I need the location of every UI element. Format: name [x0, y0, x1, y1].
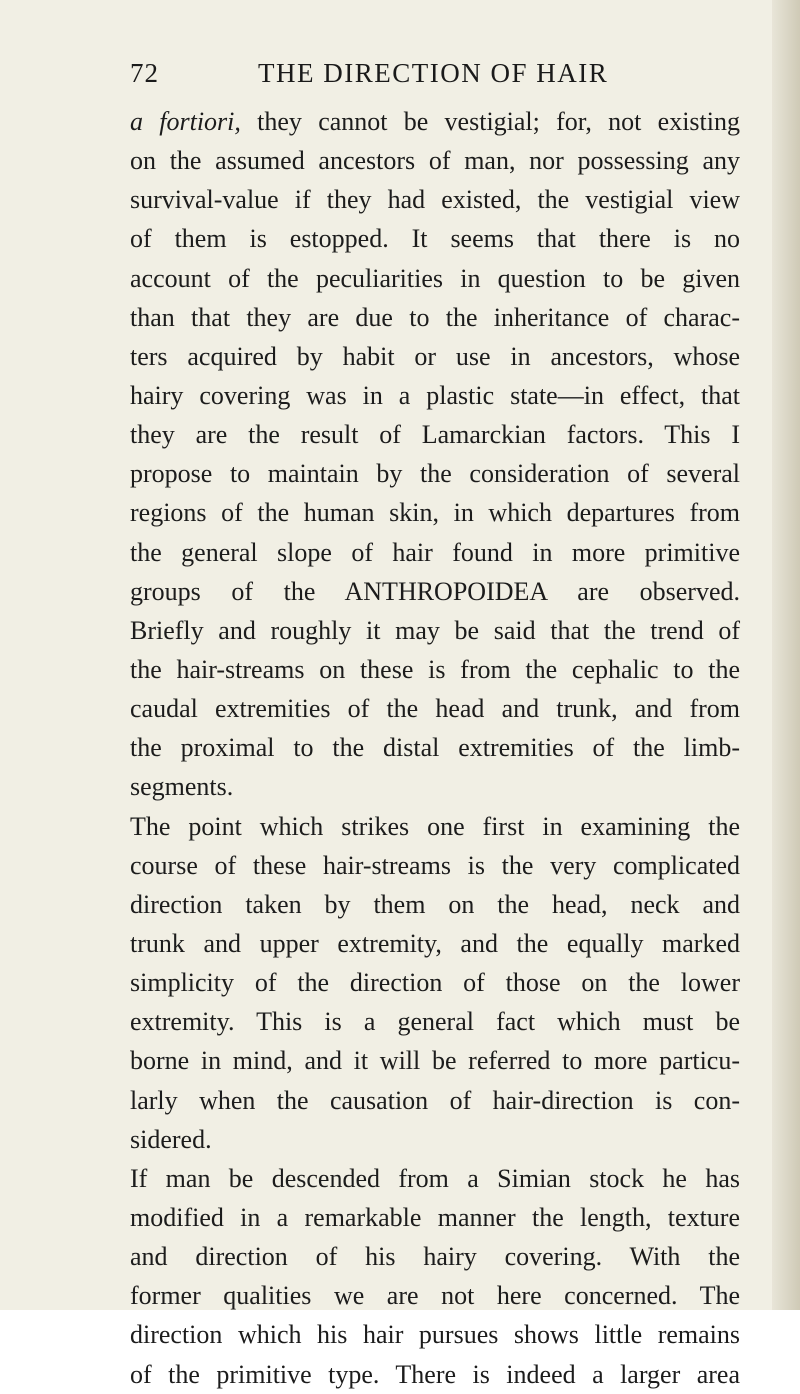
text-line	[130, 572, 740, 611]
text-line	[130, 493, 740, 532]
line-text: groups of the ANTHROPOIDEA are observed.	[130, 576, 740, 606]
line-text: former qualities we are not here concerned. The	[130, 1281, 740, 1311]
line-text: trunk and upper extremity, and the equally marked	[130, 928, 740, 958]
text-line	[130, 141, 740, 180]
line-text: direction which his hair pursues shows little remains	[130, 1320, 740, 1350]
text-line	[130, 102, 740, 141]
line-text: Briefly and roughly it may be said that the trend of	[130, 615, 740, 645]
line-text: segments.	[130, 772, 234, 802]
text-line	[130, 963, 740, 1002]
line-text: ters acquired by habit or use in ancestors, whose	[130, 341, 740, 371]
text-line	[130, 259, 740, 298]
text-line	[130, 1355, 740, 1394]
text-line	[130, 376, 740, 415]
line-text: the hair-streams on these is from the cephalic to the	[130, 654, 740, 684]
text-line	[130, 846, 740, 885]
line-text: hairy covering was in a plastic state—in effect, that	[130, 380, 740, 410]
text-line	[130, 1041, 740, 1080]
text-line	[130, 1120, 740, 1159]
line-text: propose to maintain by the consideration of several	[130, 459, 740, 489]
text-line	[130, 1315, 740, 1354]
line-text: If man be descended from a Simian stock he has	[130, 1163, 740, 1193]
text-line	[130, 180, 740, 219]
text-line	[130, 807, 740, 846]
text-line	[130, 298, 740, 337]
text-line	[130, 1159, 740, 1198]
line-text: the general slope of hair found in more primitive	[130, 537, 740, 567]
line-text: sidered.	[130, 1124, 212, 1154]
line-text: they cannot be vestigial; for, not existing	[240, 107, 740, 136]
running-header	[0, 58, 800, 98]
text-line	[130, 1081, 740, 1120]
text-line	[130, 454, 740, 493]
line-text: extremity. This is a general fact which must be	[130, 1007, 740, 1037]
line-text: larly when the causation of hair-direction is con-	[130, 1085, 740, 1115]
text-line	[130, 689, 740, 728]
line-text: the proximal to the distal extremities of the limb-	[130, 733, 740, 763]
text-line	[130, 219, 740, 258]
text-line	[130, 415, 740, 454]
text-line	[130, 1002, 740, 1041]
text-line	[130, 1276, 740, 1315]
line-text: of the primitive type. There is indeed a larger area	[130, 1359, 740, 1389]
text-line	[130, 924, 740, 963]
text-line	[130, 337, 740, 376]
text-line	[130, 767, 740, 806]
page-number: 72	[130, 58, 159, 88]
line-text: modified in a remarkable manner the length, texture	[130, 1202, 740, 1232]
text-line	[130, 1198, 740, 1237]
italic-phrase: a fortiori,	[130, 107, 241, 136]
text-line	[130, 533, 740, 572]
line-text: The point which strikes one first in examining the	[130, 811, 740, 841]
line-text: account of the peculiarities in question to be given	[130, 263, 740, 293]
page-edge-shadow	[772, 0, 800, 1310]
line-text: on the assumed ancestors of man, nor possessing any	[130, 146, 740, 176]
line-text: regions of the human skin, in which departures from	[130, 498, 740, 528]
body-text	[130, 102, 740, 1394]
line-text: caudal extremities of the head and trunk, and from	[130, 694, 740, 724]
text-line	[130, 885, 740, 924]
line-text: survival-value if they had existed, the vestigial view	[130, 185, 740, 215]
text-line	[130, 728, 740, 767]
line-text: than that they are due to the inheritance of charac-	[130, 302, 740, 332]
line-text: and direction of his hairy covering. With the	[130, 1242, 740, 1272]
line-text: borne in mind, and it will be referred to more particu-	[130, 1046, 740, 1076]
line-text: course of these hair-streams is the very complicated	[130, 850, 740, 880]
text-line	[130, 1237, 740, 1276]
line-text: simplicity of the direction of those on the lower	[130, 968, 740, 998]
line-text: they are the result of Lamarckian factors. This I	[130, 420, 740, 450]
line-text: of them is estopped. It seems that there is no	[130, 224, 740, 254]
text-line	[130, 611, 740, 650]
text-line	[130, 650, 740, 689]
line-text: direction taken by them on the head, neck and	[130, 889, 740, 919]
running-title: THE DIRECTION OF HAIR	[258, 58, 609, 88]
